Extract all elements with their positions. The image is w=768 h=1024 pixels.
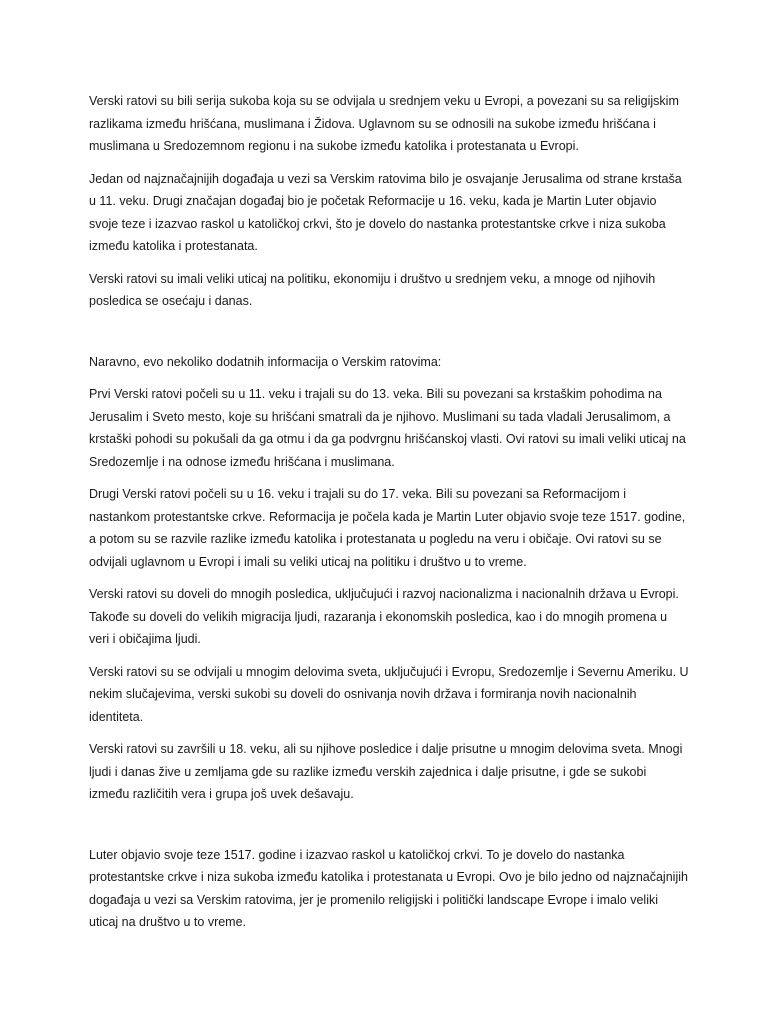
paragraph-luther: Luter objavio svoje teze 1517. godine i izazvao raskol u katoličkoj crkvi. To je dovelo do nastanka protestantske crkve i niza sukoba između katolika i protestanata u Evropi. Ovo je bilo jedno od najznačajnijih događaja u vezi sa Verskim ratovima, jer je promenilo religijski i politički landscape Evrope i imalo veliki uticaj na društvo u to vreme. <box>89 847 688 929</box>
document-page <box>89 90 689 944</box>
paragraph-second-wars: Drugi Verski ratovi počeli su u 16. veku i trajali su do 17. veka. Bili su povezani sa Reformacijom i nastankom protestantske crkve. Reformacija je počela kada je Martin Luter objavio svoje teze 1517. godine, a potom su se razvile razlike između katolika i protestanata u pogledu na veru i običaje. Ovi ratovi su se odvijali uglavnom u Evropi i imali su veliki uticaj na politiku i društvo u to vreme. <box>89 487 686 569</box>
paragraph-additional-info-heading: Naravno, evo nekoliko dodatnih informacija o Verskim ratovima: <box>89 354 442 369</box>
paragraph-impact: Verski ratovi su imali veliki uticaj na politiku, ekonomiju i društvo u srednjem veku, a mnoge od njihovih posledica se osećaju i danas. <box>89 271 656 308</box>
paragraph-end: Verski ratovi su završili u 18. veku, ali su njihove posledice i dalje prisutne u mnogim delovima sveta. Mnogi ljudi i danas žive u zemljama gde su razlike između verskih zajednica i dalje prisutne, i gde se sukobi između različitih vera i grupa još uvek dešavaju. <box>89 742 683 801</box>
paragraph-regions: Verski ratovi su se odvijali u mnogim delovima sveta, uključujući i Evropu, Sredozemlje i Severnu Ameriku. U nekim slučajevima, verski sukobi su doveli do osnivanja novih država i formiranja novih nacionalnih identiteta. <box>89 664 689 724</box>
paragraph-key-events: Jedan od najznačajnijih događaja u vezi sa Verskim ratovima bilo je osvajanje Jerusalima od strane krstaša u 11. veku. Drugi značajan događaj bio je početak Reformacije u 16. veku, kada je Martin Luter objavio svoje teze i izazvao raskol u katoličkoj crkvi, što je dovelo do nastanka protestantske crkve i niza sukoba između katolika i protestanata. <box>89 171 682 253</box>
paragraph-first-wars: Prvi Verski ratovi počeli su u 11. veku i trajali su do 13. veka. Bili su povezani sa krstaškim pohodima na Jerusalim i Sveto mesto, koje su hrišćani smatrali da je njihovo. Muslimani su tada vladali Jerusalimom, a krstaški pohodi su pokušali da ga otmu i da ga podvrgnu hrišćanskoj vlasti. Ovi ratovi su imali veliki uticaj na Sredozemlje i na odnose između hrišćana i muslimana. <box>89 387 686 469</box>
paragraph-consequences: Verski ratovi su doveli do mnogih posledica, uključujući i razvoj nacionalizma i nacionalnih država u Evropi. Takođe su doveli do velikih migracija ljudi, razaranja i ekonomskih posledica, kao i do mnogih promena u veri i običajima ljudi. <box>89 587 679 646</box>
paragraph-intro: Verski ratovi su bili serija sukoba koja su se odvijala u srednjem veku u Evropi, a povezani su sa religijskim razlikama između hrišćana, muslimana i Židova. Uglavnom su se odnosili na sukobe između hrišćana i muslimana u Sredozemnom regionu i na sukobe između katolika i protestanata u Evropi. <box>89 94 679 153</box>
